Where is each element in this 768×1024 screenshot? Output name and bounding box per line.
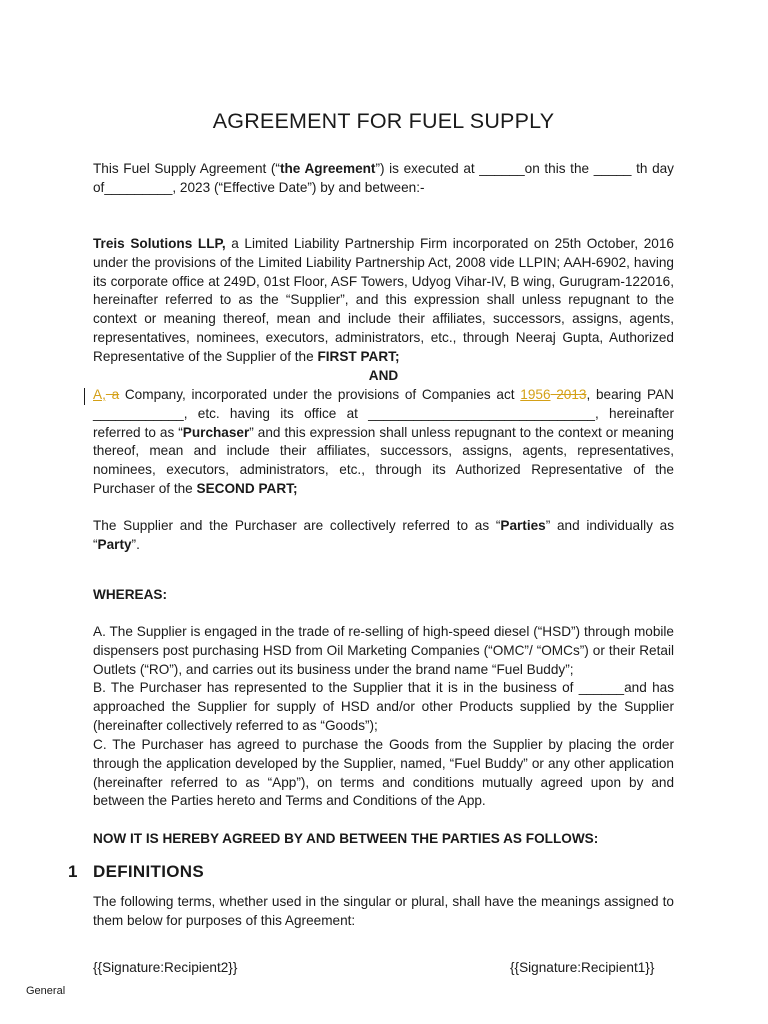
document-title: AGREEMENT FOR FUEL SUPPLY — [212, 109, 555, 133]
intro-paragraph — [93, 160, 674, 198]
signature-placeholder-recipient2[interactable]: {{Signature:Recipient2}} — [93, 960, 238, 975]
supplier-text: a Limited Liability Partnership Firm incorporated on 25th October, 2016 under the provisions of the Limited Liability Partnership Act, 2008 vide LLPIN; AAH-6902, having its corporate office at 249D, 01st Floor, ASF Towers, Udyog Vihar-IV, B wing, Gurugram-122016, hereinafter referred to as the “Supplier”, and this expression shall unless repugnant to the context or meaning thereof, mean and include their affiliates, successors, assigns, agents, representatives, nominees, executors, administrators, etc., through Neeraj Gupta, Authorized Representative of the Supplier of the — [93, 236, 674, 364]
intro-bold-term: the Agreement — [279, 161, 376, 176]
recital-a: A. The Supplier is engaged in the trade of re-selling of high-speed diesel (“HSD”) through mobile dispensers post purchasing HSD from Oil Marketing Companies (“OMC”/ “OMCs”) or their Retail Outlets (“RO”), and carries out its business under the brand name “Fuel Buddy”; — [93, 624, 674, 677]
whereas-heading — [93, 586, 674, 605]
intro-text-1: This Fuel Supply Agreement (“ — [93, 161, 280, 176]
signature-placeholder-recipient1[interactable]: {{Signature:Recipient1}} — [510, 960, 655, 975]
section-heading: DEFINITIONS — [93, 862, 204, 881]
classification-label: General — [26, 985, 66, 997]
agreed-heading — [93, 830, 674, 849]
deleted-text-2013: 2013 — [550, 387, 587, 402]
supplier-paragraph — [93, 235, 674, 367]
and-divider — [93, 367, 674, 386]
purchaser-text-1: Company, incorporated under the provisions of Companies act — [119, 387, 521, 402]
recital-b: B. The Purchaser has represented to the Supplier that it is in the business of ______and has approached the Supplier for supply of HSD and/or other Products supplied by the Supplier (hereinafter collectively referred to as “Goods”); — [93, 680, 674, 733]
parties-text-3: ”. — [131, 536, 140, 552]
track-change-bar — [84, 388, 85, 405]
purchaser-text-3: ” and this expression shall unless repugnant to the context or meaning thereof, mean and include their affiliates, successors, assigns, agents, representatives, nominees, executors, administrators, etc., through its Authorized Representative of the Purchaser of the — [93, 424, 674, 496]
supplier-name: Treis Solutions LLP, — [93, 236, 226, 251]
purchaser-text-2: , bearing PAN ____________, etc. having its office at ______________________________, hereinafter referred to as “ — [93, 387, 674, 440]
deleted-text-a: a — [105, 387, 120, 402]
section-number: 1 — [68, 862, 78, 881]
whereas-label: WHEREAS: — [93, 587, 168, 602]
purchaser-bold-term: Purchaser — [182, 424, 250, 440]
purchaser-paragraph — [93, 386, 674, 499]
and-label: AND — [368, 368, 399, 383]
inserted-text-1956: 1956 — [520, 387, 551, 402]
supplier-part: FIRST PART; — [317, 348, 400, 364]
purchaser-part: SECOND PART; — [196, 480, 298, 496]
parties-paragraph — [93, 517, 674, 555]
parties-text-1: The Supplier and the Purchaser are collectively referred to as “ — [93, 518, 501, 533]
parties-bold-2: Party — [97, 536, 132, 552]
parties-text-2: ” and individually as “ — [93, 518, 675, 552]
agreed-label: NOW IT IS HEREBY AGREED BY AND BETWEEN THE PARTIES AS FOLLOWS: — [93, 831, 599, 846]
recital-c: C. The Purchaser has agreed to purchase the Goods from the Supplier by placing the order through the application developed by the Supplier, named, “Fuel Buddy” or any other application (hereinafter referred to as “App”), on terms and conditions mutually agreed upon by and between the Parties hereto and Terms and Conditions of the App. — [93, 737, 674, 809]
intro-text-2: ”) is executed at ______on this the _____ th day of_________, 2023 (“Effective Date”) by and between:- — [93, 161, 674, 195]
definitions-text: The following terms, whether used in the singular or plural, shall have the meanings assigned to them below for purposes of this Agreement: — [93, 894, 674, 928]
inserted-text-a: A, — [93, 387, 106, 402]
parties-bold-1: Parties — [500, 518, 546, 533]
